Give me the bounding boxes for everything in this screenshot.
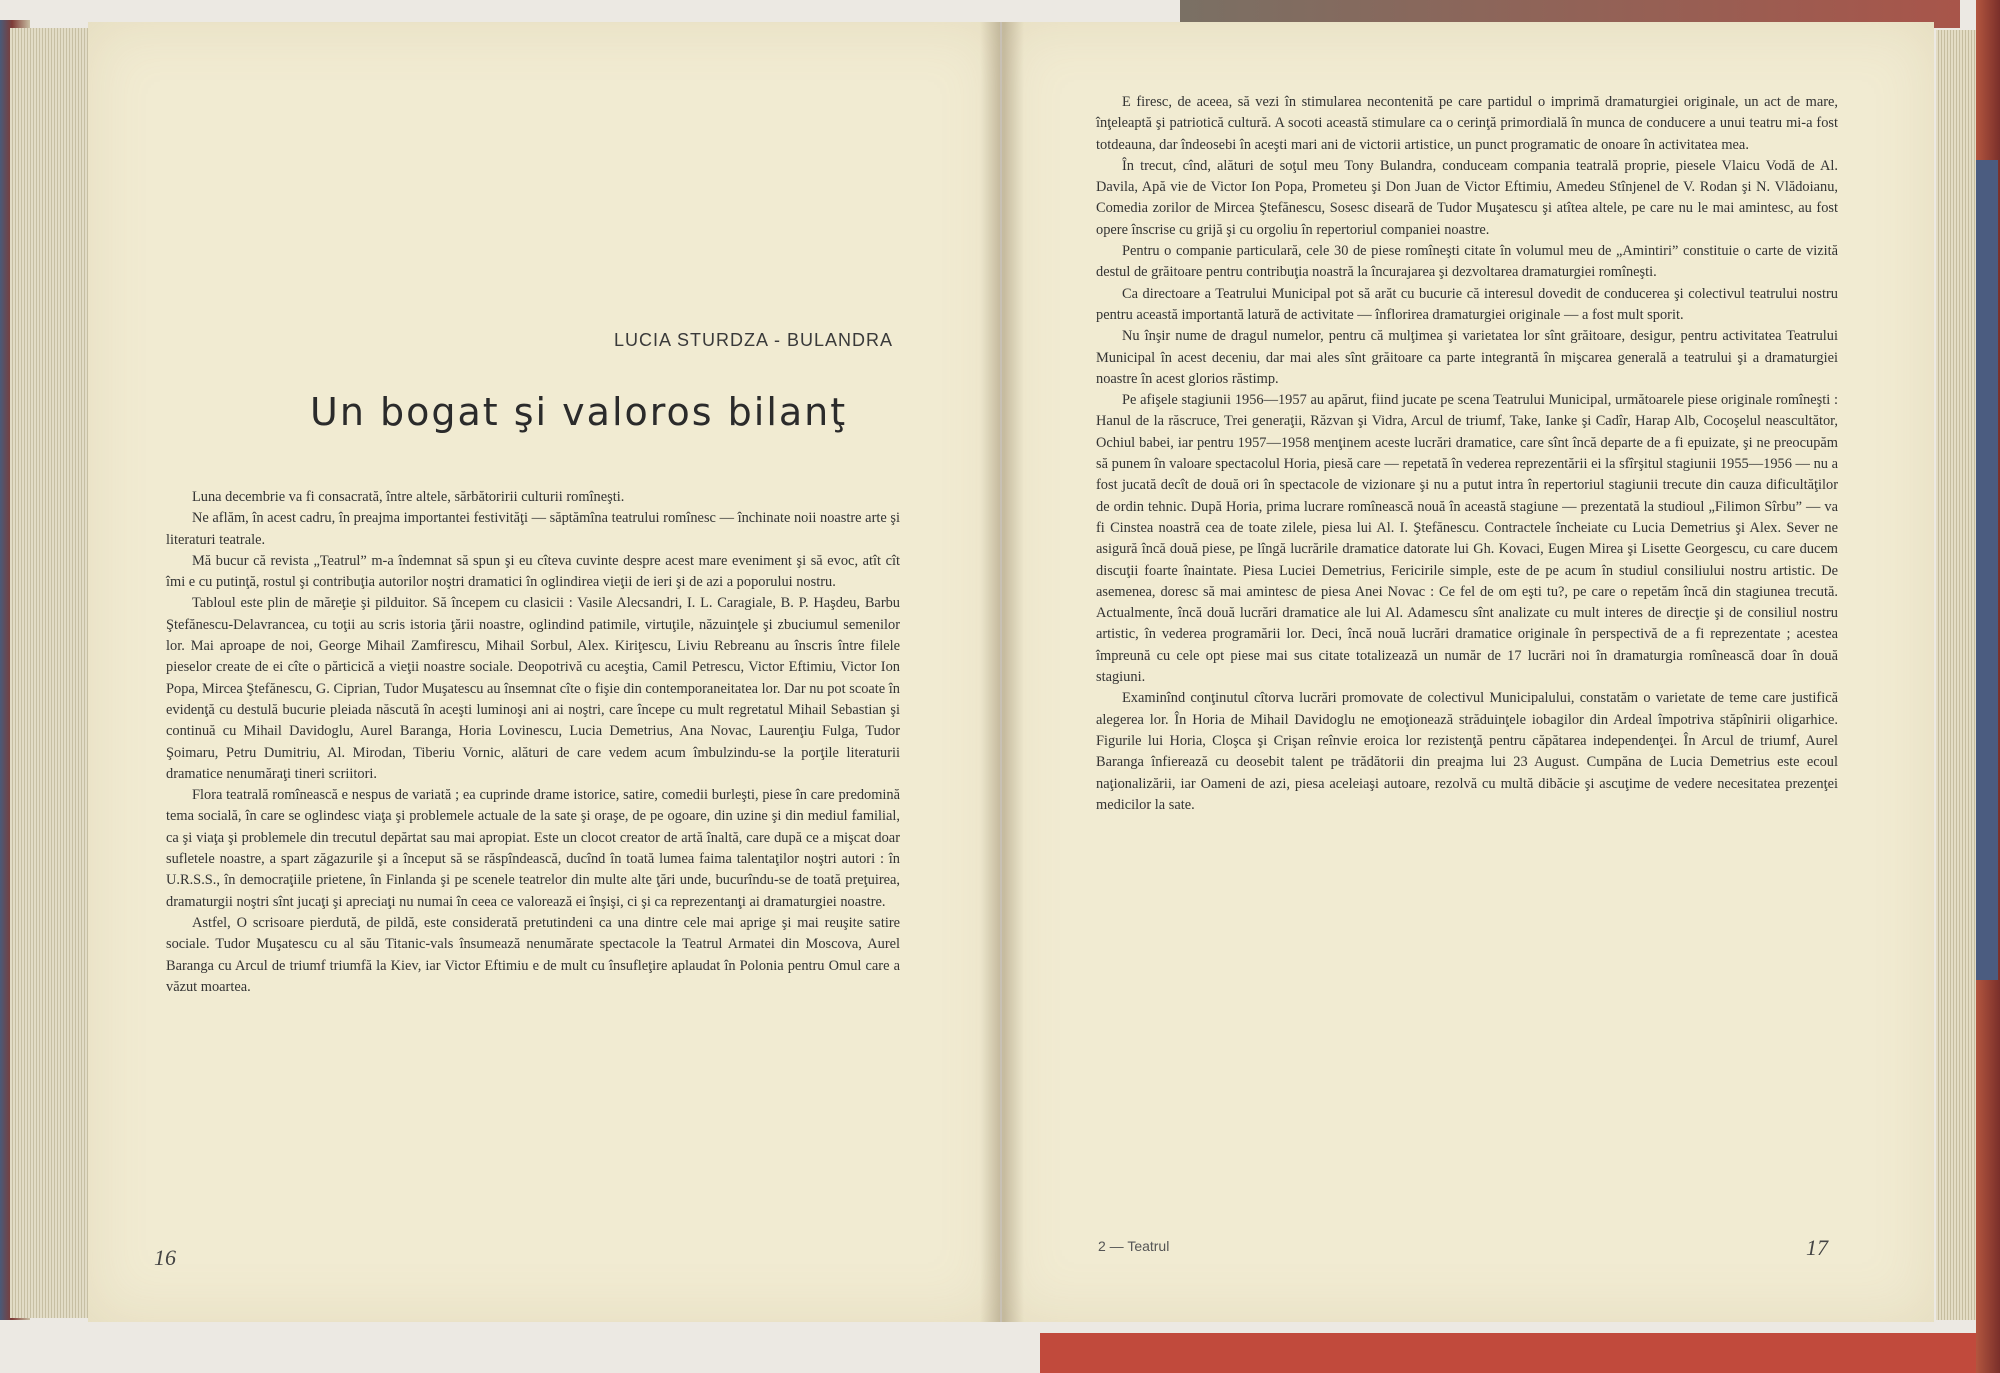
bottom-strip: [1040, 1333, 2000, 1373]
paragraph: Tabloul este plin de măreţie şi pilduitor. Să începem cu clasicii : Vasile Alecsandri, I. L. Caragiale, B. P. Haşdeu, Barbu Ştefănescu-Delavrancea, cu toţii au scris istoria ţării noastre, oglindind patimile, virtuţile, năzuinţele şi zbuciumul semenilor lor. Mai aproape de noi, George Mihail Zamfirescu, Mihail Sorbul, Alex. Kiriţescu, Liviu Rebreanu au înscris între filele pieselor create de ei cîte o părticică a vieţii noastre sociale. Deopotrivă cu aceştia, Camil Petrescu, Victor Eftimiu, Victor Ion Popa, Mircea Ştefănescu, G. Ciprian, Tudor Muşatescu au însemnat cîte o fişie din contemporaneitatea lor. Dar nu pot scoate în evidenţă cu destulă bucurie pleiada născută în aceşti luminoşi ani ai noştri, care începe cu mult regretatul Mihail Sebastian şi continuă cu Mihail Davidoglu, Aurel Baranga, Horia Lovinescu, Lucia Demetrius, Ana Novac, Laurenţiu Fulga, Tudor Şoimaru, Petru Dumitriu, Al. Mirodan, Tiberiu Vornic, alături de care vedem acum îmbulzindu-se la porţile literaturii dramatice nenumăraţi tineri scriitori.: [166, 595, 900, 782]
paragraph: Luna decembrie va fi consacrată, între altele, sărbătoririi culturii romîneşti.: [192, 489, 625, 505]
book-gutter: [980, 22, 1024, 1322]
page-edges-right: [1936, 30, 1976, 1320]
page-edges-left: [10, 28, 90, 1318]
page-number-left: 16: [154, 1245, 176, 1270]
paragraph: Nu înşir nume de dragul numelor, pentru că mulţimea şi varietatea lor sînt grăitoare, desigur, pentru activitatea Teatrului Municipal în acest deceniu, dar mai ales sînt grăitoare ca parte integrantă în mişcarea generală a teatrului şi a dramaturgiei noastre în acest glorios răstimp.: [1096, 328, 1838, 387]
right-column: [1096, 92, 1838, 816]
paragraph: Examinînd conţinutul cîtorva lucrări promovate de colectivul Municipalului, constatăm o varietate de teme care justifică alegerea lor. În Horia de Mihail Davidoglu ne emoţionează străduinţele iobagilor din Ardeal împotriva stăpînirii oligarhice. Figurile lui Horia, Cloşca şi Crişan reînvie eroica lor rezistenţă pentru căpătarea independenţei. În Arcul de triumf, Aurel Baranga înfierează cu deosebit talent pe trădătorii din preajma lui 23 August. Cumpăna de Lucia Demetrius este ecoul naţionalizării, iar Oameni de azi, piesa aceleiaşi autoare, rezolvă cu multă dibăcie şi ascuţime de vedere necesitatea prezenţei medicilor la sate.: [1096, 690, 1838, 813]
paragraph: Mă bucur că revista „Teatrul” m-a îndemnat să spun şi eu cîteva cuvinte despre acest mare eveniment şi să evoc, atît cît îmi e cu putinţă, rostul şi contribuţia autorilor noştri dramatici în oglindirea vieţii de ieri şi de azi a poporului nostru.: [166, 552, 900, 591]
page-footer: 2 — Teatrul: [1098, 1238, 1170, 1254]
paragraph: În trecut, cînd, alături de soţul meu Tony Bulandra, conduceam compania teatrală proprie, piesele Vlaicu Vodă de Al. Davila, Apă vie de Victor Ion Popa, Prometeu şi Don Juan de Victor Eftimiu, Amedeu Stînjenel de V. Rodan şi N. Vlădoianu, Comedia zorilor de Mircea Ştefănescu, Sosesc diseară de Tudor Muşatescu şi atîtea altele, pe care nu le mai amintesc, au fost opere înscrise cu grijă şi cu orgoliu în repertoriul companiei noastre.: [1096, 157, 1838, 238]
paragraph: Astfel, O scrisoare pierdută, de pildă, este considerată pretutindeni ca una dintre cele mai aprige şi mai reuşite satire sociale. Tudor Muşatescu cu al său Titanic-vals însumează nenumărate spectacole la Teatrul Armatei din Moscova, Aurel Baranga cu Arcul de triumf triumfă la Kiev, iar Victor Eftimiu e de mult cu însufleţire aplaudat în Polonia pentru Omul care a văzut moartea.: [166, 914, 900, 995]
article-title: Un bogat şi valoros bilanţ: [310, 390, 848, 434]
paragraph: Pe afişele stagiunii 1956—1957 au apărut, fiind jucate pe scena Teatrului Municipal, următoarele piese originale romîneşti : Hanul de la răscruce, Trei generaţii, Răzvan şi Vidra, Arcul de triumf, Take, Ianke şi Cadîr, Harap Alb, Cocoşelul neascultător, Ochiul babei, iar pentru 1957—1958 menţinem aceste lucrări dramatice, care sînt încă departe de a fi epuizate, şi ne preocupăm să punem în valoare spectacolul Horia, piesă care — repetată în vederea reprezentării ei la sfîrşitul stagiunii 1955—1956 — nu a fost jucată decît de două ori în spectacole de vizionare şi nu a putut intra în repertoriul stagiunii trecute din cauza dificultăţilor de ordin tehnic. După Horia, prima lucrare romînească nouă în această stagiune — prezentată la studioul „Filimon Sîrbu” — va fi Cinstea noastră cea de toate zilele, piesa lui Al. I. Ştefănescu. Contractele încheiate cu Lucia Demetrius şi Alex. Sever ne asigură încă două piese, pe lîngă lucrările dramatice datorate lui Gh. Kovaci, Eugen Mirea şi Lisette Georgescu, cu care ducem discuţii foarte înaintate. Piesa Luciei Demetrius, Fericirile simple, este de pe acum în studiul consiliului nostru artistic. De asemenea, doresc să mai amintesc de piesa Anei Novac : Ce fel de om eşti tu?, pe care o repetăm încă din stagiunea trecută. Actualmente, încă două lucrări dramatice ale lui Al. Adamescu sînt analizate cu mult interes de direcţie şi de consiliul nostru artistic, în vederea programării lor. Deci, încă nouă lucrări dramatice originale în perspectivă de a fi reprezentate ; acestea împreună cu cele opt piese mai sus citate totalizează un număr de 17 lucrări noi în dramaturgia romînească doar în două stagiuni.: [1096, 392, 1838, 686]
paragraph: Pentru o companie particulară, cele 30 de piese romîneşti citate în volumul meu de „Amintiri” constituie o carte de vizită destul de grăitoare pentru contribuţia noastră la încurajarea şi dezvoltarea dramaturgiei romîneşti.: [1096, 243, 1838, 281]
cover-right-blue: [1976, 160, 1998, 980]
left-column: [166, 487, 900, 998]
paragraph: E firesc, de aceea, să vezi în stimularea necontenită pe care partidul o imprimă dramaturgiei originale, un act de mare, înţeleaptă şi patriotică cultură. A socoti această stimulare ca o cerinţă primordială în munca de conducere a unui teatru mi-a fost totdeauna, dar îndeosebi în aceşti mari ani de victorii artistice, un punct programatic de onoare în activitatea mea.: [1096, 94, 1838, 153]
page-number-right: 17: [1806, 1235, 1828, 1260]
paragraph: Ne aflăm, în acest cadru, în preajma importantei festivităţi — săptămîna teatrului romînesc — închinate noii noastre arte şi literaturi teatrale.: [166, 510, 900, 548]
article-author: LUCIA STURDZA - BULANDRA: [614, 330, 894, 350]
paragraph: Flora teatrală romînească e nespus de variată ; ea cuprinde drame istorice, satire, comedii burleşti, piese în care predomină tema socială, în care se oglindesc viaţa şi problemele actuale de la sate şi oraşe, de pe ogoare, din uzine şi din mediul familial, ca şi viaţa şi problemele din trecutul depărtat sau mai apropiat. Este un clocot creator de artă înaltă, care după ce a mişcat doar sufletele noastre, a spart zăgazurile şi a început să se răspîndească, ducînd în toată lumea faima talentaţilor noştri autori : în U.R.S.S., în democraţiile prietene, în Finlanda şi pe scenele teatrelor din multe alte ţări unde, bucurîndu-se de toată preţuirea, dramaturgii noştri sînt jucaţi şi apreciaţi nu numai în ceea ce valorează ei înşişi, ci şi ca reprezentanţi ai dramaturgiei noastre.: [166, 787, 900, 910]
paragraph: Ca directoare a Teatrului Municipal pot să arăt cu bucurie că interesul dovedit de conducerea şi colectivul teatrului nostru pentru această importantă latură de activitate — înflorirea dramaturgiei originale — a fost mult sporit.: [1096, 285, 1838, 323]
